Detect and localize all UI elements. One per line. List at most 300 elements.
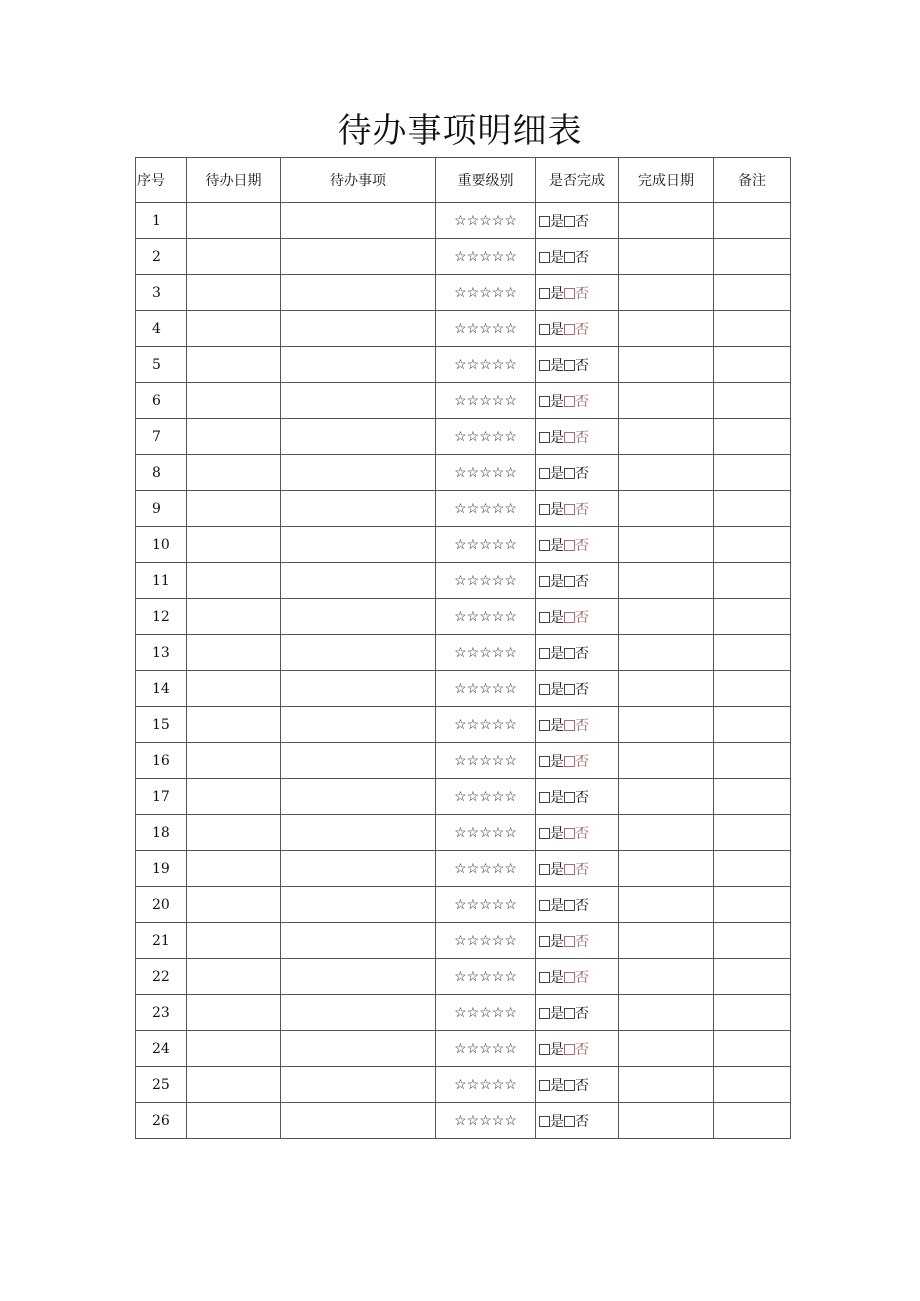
no-label: 否	[575, 1005, 589, 1022]
done-date-cell[interactable]	[619, 599, 714, 635]
no-checkbox[interactable]	[564, 288, 575, 299]
yes-label: 是	[550, 645, 564, 662]
importance-stars[interactable]: ☆☆☆☆☆	[436, 347, 536, 383]
no-checkbox[interactable]	[564, 540, 575, 551]
completion-cell	[536, 707, 619, 743]
importance-stars[interactable]: ☆☆☆☆☆	[436, 419, 536, 455]
yes-checkbox[interactable]	[539, 612, 550, 623]
remark-cell[interactable]	[714, 383, 791, 419]
completion-cell	[536, 599, 619, 635]
yes-checkbox[interactable]	[539, 828, 550, 839]
remark-cell[interactable]	[714, 1067, 791, 1103]
yes-checkbox[interactable]	[539, 864, 550, 875]
yes-label: 是	[550, 321, 564, 338]
no-checkbox[interactable]	[564, 1008, 575, 1019]
remark-cell[interactable]	[714, 851, 791, 887]
todo-date-cell[interactable]	[187, 239, 281, 275]
todo-item-cell[interactable]	[281, 203, 436, 239]
todo-item-cell[interactable]	[281, 1103, 436, 1139]
table-row	[136, 671, 791, 707]
todo-item-cell[interactable]	[281, 383, 436, 419]
done-date-cell[interactable]	[619, 1031, 714, 1067]
no-checkbox[interactable]	[564, 648, 575, 659]
row-seq: 26	[136, 1103, 187, 1139]
no-label: 否	[575, 969, 589, 986]
completion-cell	[536, 851, 619, 887]
row-seq: 8	[136, 455, 187, 491]
done-date-cell[interactable]	[619, 887, 714, 923]
header-row	[136, 158, 791, 203]
no-checkbox[interactable]	[564, 1116, 575, 1127]
no-label: 否	[575, 465, 589, 482]
todo-date-cell[interactable]	[187, 1031, 281, 1067]
row-seq: 25	[136, 1067, 187, 1103]
done-date-cell[interactable]	[619, 671, 714, 707]
table-row	[136, 599, 791, 635]
yes-checkbox[interactable]	[539, 1080, 550, 1091]
done-date-cell[interactable]	[619, 707, 714, 743]
todo-item-cell[interactable]	[281, 779, 436, 815]
no-checkbox[interactable]	[564, 1044, 575, 1055]
no-checkbox[interactable]	[564, 1080, 575, 1091]
importance-stars[interactable]: ☆☆☆☆☆	[436, 995, 536, 1031]
completion-cell	[536, 671, 619, 707]
table-row	[136, 1067, 791, 1103]
todo-item-cell[interactable]	[281, 1067, 436, 1103]
yes-checkbox[interactable]	[539, 396, 550, 407]
done-date-cell[interactable]	[619, 779, 714, 815]
todo-date-cell[interactable]	[187, 887, 281, 923]
todo-item-cell[interactable]	[281, 563, 436, 599]
header-done-date: 完成日期	[619, 158, 714, 203]
yes-checkbox[interactable]	[539, 468, 550, 479]
no-checkbox[interactable]	[564, 504, 575, 515]
no-checkbox[interactable]	[564, 216, 575, 227]
no-label: 否	[575, 573, 589, 590]
done-date-cell[interactable]	[619, 275, 714, 311]
row-seq: 13	[136, 635, 187, 671]
done-date-cell[interactable]	[619, 995, 714, 1031]
todo-date-cell[interactable]	[187, 203, 281, 239]
yes-checkbox[interactable]	[539, 936, 550, 947]
remark-cell[interactable]	[714, 635, 791, 671]
yes-label: 是	[550, 429, 564, 446]
remark-cell[interactable]	[714, 455, 791, 491]
done-date-cell[interactable]	[619, 1067, 714, 1103]
remark-cell[interactable]	[714, 779, 791, 815]
yes-checkbox[interactable]	[539, 648, 550, 659]
done-date-cell[interactable]	[619, 239, 714, 275]
done-date-cell[interactable]	[619, 635, 714, 671]
yes-checkbox[interactable]	[539, 432, 550, 443]
no-checkbox[interactable]	[564, 756, 575, 767]
remark-cell[interactable]	[714, 311, 791, 347]
completion-cell	[536, 527, 619, 563]
table-row	[136, 887, 791, 923]
table-body	[136, 203, 791, 1139]
row-seq: 17	[136, 779, 187, 815]
importance-stars[interactable]: ☆☆☆☆☆	[436, 707, 536, 743]
no-checkbox[interactable]	[564, 972, 575, 983]
yes-label: 是	[550, 933, 564, 950]
header-importance: 重要级别	[436, 158, 536, 203]
importance-stars[interactable]: ☆☆☆☆☆	[436, 923, 536, 959]
table-row	[136, 1103, 791, 1139]
todo-date-cell[interactable]	[187, 1103, 281, 1139]
todo-item-cell[interactable]	[281, 671, 436, 707]
yes-checkbox[interactable]	[539, 756, 550, 767]
row-seq: 1	[136, 203, 187, 239]
remark-cell[interactable]	[714, 1103, 791, 1139]
todo-date-cell[interactable]	[187, 599, 281, 635]
no-checkbox[interactable]	[564, 576, 575, 587]
table-row	[136, 203, 791, 239]
yes-label: 是	[550, 393, 564, 410]
completion-cell	[536, 491, 619, 527]
no-checkbox[interactable]	[564, 468, 575, 479]
table-row	[136, 779, 791, 815]
todo-item-cell[interactable]	[281, 887, 436, 923]
todo-date-cell[interactable]	[187, 419, 281, 455]
yes-checkbox[interactable]	[539, 1044, 550, 1055]
table-row	[136, 815, 791, 851]
yes-label: 是	[550, 1113, 564, 1130]
no-checkbox[interactable]	[564, 828, 575, 839]
todo-item-cell[interactable]	[281, 527, 436, 563]
no-label: 否	[575, 213, 589, 230]
table-row	[136, 527, 791, 563]
table-row	[136, 995, 791, 1031]
no-label: 否	[575, 645, 589, 662]
page-title: 待办事项明细表	[337, 111, 583, 151]
yes-checkbox[interactable]	[539, 972, 550, 983]
remark-cell[interactable]	[714, 491, 791, 527]
no-checkbox[interactable]	[564, 792, 575, 803]
completion-cell	[536, 779, 619, 815]
todo-date-cell[interactable]	[187, 491, 281, 527]
yes-label: 是	[550, 573, 564, 590]
no-label: 否	[575, 357, 589, 374]
table-row	[136, 275, 791, 311]
importance-stars[interactable]: ☆☆☆☆☆	[436, 1103, 536, 1139]
yes-label: 是	[550, 357, 564, 374]
row-seq: 5	[136, 347, 187, 383]
todo-date-cell[interactable]	[187, 671, 281, 707]
importance-stars[interactable]: ☆☆☆☆☆	[436, 851, 536, 887]
importance-stars[interactable]: ☆☆☆☆☆	[436, 887, 536, 923]
no-label: 否	[575, 537, 589, 554]
importance-stars[interactable]: ☆☆☆☆☆	[436, 815, 536, 851]
no-checkbox[interactable]	[564, 252, 575, 263]
done-date-cell[interactable]	[619, 347, 714, 383]
todo-date-cell[interactable]	[187, 383, 281, 419]
yes-checkbox[interactable]	[539, 792, 550, 803]
yes-label: 是	[550, 969, 564, 986]
no-label: 否	[575, 429, 589, 446]
todo-item-cell[interactable]	[281, 419, 436, 455]
yes-label: 是	[550, 501, 564, 518]
yes-checkbox[interactable]	[539, 288, 550, 299]
remark-cell[interactable]	[714, 887, 791, 923]
done-date-cell[interactable]	[619, 1103, 714, 1139]
header-seq: 序号	[136, 158, 187, 203]
completion-cell	[536, 995, 619, 1031]
header-remark: 备注	[714, 158, 791, 203]
no-label: 否	[575, 1113, 589, 1130]
todo-date-cell[interactable]	[187, 275, 281, 311]
remark-cell[interactable]	[714, 527, 791, 563]
completion-cell	[536, 455, 619, 491]
table-row	[136, 563, 791, 599]
row-seq: 15	[136, 707, 187, 743]
yes-checkbox[interactable]	[539, 900, 550, 911]
todo-item-cell[interactable]	[281, 815, 436, 851]
yes-checkbox[interactable]	[539, 252, 550, 263]
todo-date-cell[interactable]	[187, 851, 281, 887]
no-checkbox[interactable]	[564, 432, 575, 443]
no-label: 否	[575, 501, 589, 518]
row-seq: 22	[136, 959, 187, 995]
no-checkbox[interactable]	[564, 720, 575, 731]
completion-cell	[536, 203, 619, 239]
todo-item-cell[interactable]	[281, 1031, 436, 1067]
done-date-cell[interactable]	[619, 851, 714, 887]
done-date-cell[interactable]	[619, 311, 714, 347]
remark-cell[interactable]	[714, 923, 791, 959]
row-seq: 12	[136, 599, 187, 635]
completion-cell	[536, 923, 619, 959]
todo-date-cell[interactable]	[187, 995, 281, 1031]
no-checkbox[interactable]	[564, 864, 575, 875]
importance-stars[interactable]: ☆☆☆☆☆	[436, 203, 536, 239]
completion-cell	[536, 383, 619, 419]
importance-stars[interactable]: ☆☆☆☆☆	[436, 455, 536, 491]
todo-date-cell[interactable]	[187, 779, 281, 815]
done-date-cell[interactable]	[619, 455, 714, 491]
no-label: 否	[575, 897, 589, 914]
no-label: 否	[575, 825, 589, 842]
todo-item-cell[interactable]	[281, 743, 436, 779]
header-is-done: 是否完成	[536, 158, 619, 203]
table-row	[136, 383, 791, 419]
done-date-cell[interactable]	[619, 491, 714, 527]
no-label: 否	[575, 753, 589, 770]
done-date-cell[interactable]	[619, 419, 714, 455]
remark-cell[interactable]	[714, 239, 791, 275]
completion-cell	[536, 311, 619, 347]
done-date-cell[interactable]	[619, 923, 714, 959]
importance-stars[interactable]: ☆☆☆☆☆	[436, 383, 536, 419]
table-row	[136, 635, 791, 671]
todo-date-cell[interactable]	[187, 527, 281, 563]
importance-stars[interactable]: ☆☆☆☆☆	[436, 959, 536, 995]
yes-checkbox[interactable]	[539, 576, 550, 587]
yes-label: 是	[550, 609, 564, 626]
done-date-cell[interactable]	[619, 383, 714, 419]
row-seq: 9	[136, 491, 187, 527]
todo-date-cell[interactable]	[187, 707, 281, 743]
todo-date-cell[interactable]	[187, 743, 281, 779]
importance-stars[interactable]: ☆☆☆☆☆	[436, 599, 536, 635]
done-date-cell[interactable]	[619, 203, 714, 239]
yes-label: 是	[550, 1005, 564, 1022]
done-date-cell[interactable]	[619, 743, 714, 779]
todo-item-cell[interactable]	[281, 923, 436, 959]
table-row	[136, 707, 791, 743]
remark-cell[interactable]	[714, 707, 791, 743]
row-seq: 24	[136, 1031, 187, 1067]
remark-cell[interactable]	[714, 275, 791, 311]
todo-date-cell[interactable]	[187, 563, 281, 599]
todo-item-cell[interactable]	[281, 347, 436, 383]
todo-item-cell[interactable]	[281, 959, 436, 995]
remark-cell[interactable]	[714, 995, 791, 1031]
todo-date-cell[interactable]	[187, 311, 281, 347]
no-label: 否	[575, 789, 589, 806]
completion-cell	[536, 347, 619, 383]
todo-item-cell[interactable]	[281, 707, 436, 743]
no-label: 否	[575, 1077, 589, 1094]
table-row	[136, 923, 791, 959]
importance-stars[interactable]: ☆☆☆☆☆	[436, 1031, 536, 1067]
todo-item-cell[interactable]	[281, 995, 436, 1031]
no-checkbox[interactable]	[564, 324, 575, 335]
table-row	[136, 239, 791, 275]
remark-cell[interactable]	[714, 347, 791, 383]
yes-label: 是	[550, 1041, 564, 1058]
yes-checkbox[interactable]	[539, 540, 550, 551]
yes-checkbox[interactable]	[539, 1116, 550, 1127]
importance-stars[interactable]: ☆☆☆☆☆	[436, 239, 536, 275]
no-label: 否	[575, 285, 589, 302]
row-seq: 21	[136, 923, 187, 959]
remark-cell[interactable]	[714, 419, 791, 455]
importance-stars[interactable]: ☆☆☆☆☆	[436, 563, 536, 599]
yes-checkbox[interactable]	[539, 360, 550, 371]
remark-cell[interactable]	[714, 815, 791, 851]
todo-item-cell[interactable]	[281, 311, 436, 347]
no-checkbox[interactable]	[564, 684, 575, 695]
no-label: 否	[575, 393, 589, 410]
table-row	[136, 347, 791, 383]
no-label: 否	[575, 717, 589, 734]
importance-stars[interactable]: ☆☆☆☆☆	[436, 743, 536, 779]
row-seq: 7	[136, 419, 187, 455]
completion-cell	[536, 743, 619, 779]
remark-cell[interactable]	[714, 743, 791, 779]
todo-date-cell[interactable]	[187, 347, 281, 383]
no-checkbox[interactable]	[564, 360, 575, 371]
yes-checkbox[interactable]	[539, 504, 550, 515]
todo-item-cell[interactable]	[281, 455, 436, 491]
yes-checkbox[interactable]	[539, 684, 550, 695]
todo-date-cell[interactable]	[187, 1067, 281, 1103]
yes-label: 是	[550, 465, 564, 482]
done-date-cell[interactable]	[619, 563, 714, 599]
todo-date-cell[interactable]	[187, 815, 281, 851]
todo-date-cell[interactable]	[187, 455, 281, 491]
importance-stars[interactable]: ☆☆☆☆☆	[436, 635, 536, 671]
completion-cell	[536, 239, 619, 275]
todo-date-cell[interactable]	[187, 923, 281, 959]
no-checkbox[interactable]	[564, 612, 575, 623]
row-seq: 18	[136, 815, 187, 851]
remark-cell[interactable]	[714, 599, 791, 635]
importance-stars[interactable]: ☆☆☆☆☆	[436, 311, 536, 347]
remark-cell[interactable]	[714, 203, 791, 239]
importance-stars[interactable]: ☆☆☆☆☆	[436, 1067, 536, 1103]
no-checkbox[interactable]	[564, 900, 575, 911]
todo-item-cell[interactable]	[281, 275, 436, 311]
remark-cell[interactable]	[714, 1031, 791, 1067]
done-date-cell[interactable]	[619, 527, 714, 563]
yes-checkbox[interactable]	[539, 324, 550, 335]
remark-cell[interactable]	[714, 563, 791, 599]
todo-item-cell[interactable]	[281, 239, 436, 275]
yes-label: 是	[550, 717, 564, 734]
no-label: 否	[575, 933, 589, 950]
row-seq: 3	[136, 275, 187, 311]
row-seq: 11	[136, 563, 187, 599]
importance-stars[interactable]: ☆☆☆☆☆	[436, 779, 536, 815]
importance-stars[interactable]: ☆☆☆☆☆	[436, 275, 536, 311]
header-todo-item: 待办事项	[281, 158, 436, 203]
completion-cell	[536, 959, 619, 995]
completion-cell	[536, 635, 619, 671]
todo-item-cell[interactable]	[281, 491, 436, 527]
done-date-cell[interactable]	[619, 815, 714, 851]
todo-table	[135, 157, 791, 1139]
yes-checkbox[interactable]	[539, 1008, 550, 1019]
yes-label: 是	[550, 285, 564, 302]
table-row	[136, 491, 791, 527]
todo-item-cell[interactable]	[281, 635, 436, 671]
importance-stars[interactable]: ☆☆☆☆☆	[436, 527, 536, 563]
completion-cell	[536, 563, 619, 599]
yes-checkbox[interactable]	[539, 216, 550, 227]
completion-cell	[536, 1103, 619, 1139]
todo-date-cell[interactable]	[187, 635, 281, 671]
completion-cell	[536, 1031, 619, 1067]
yes-label: 是	[550, 789, 564, 806]
yes-label: 是	[550, 681, 564, 698]
yes-checkbox[interactable]	[539, 720, 550, 731]
todo-date-cell[interactable]	[187, 959, 281, 995]
done-date-cell[interactable]	[619, 959, 714, 995]
importance-stars[interactable]: ☆☆☆☆☆	[436, 491, 536, 527]
remark-cell[interactable]	[714, 959, 791, 995]
no-checkbox[interactable]	[564, 396, 575, 407]
no-label: 否	[575, 681, 589, 698]
no-label: 否	[575, 861, 589, 878]
yes-label: 是	[550, 897, 564, 914]
yes-label: 是	[550, 825, 564, 842]
yes-label: 是	[550, 213, 564, 230]
no-checkbox[interactable]	[564, 936, 575, 947]
todo-item-cell[interactable]	[281, 599, 436, 635]
completion-cell	[536, 887, 619, 923]
remark-cell[interactable]	[714, 671, 791, 707]
completion-cell	[536, 275, 619, 311]
table-row	[136, 851, 791, 887]
table-row	[136, 959, 791, 995]
row-seq: 23	[136, 995, 187, 1031]
yes-label: 是	[550, 861, 564, 878]
table-row	[136, 311, 791, 347]
importance-stars[interactable]: ☆☆☆☆☆	[436, 671, 536, 707]
todo-item-cell[interactable]	[281, 851, 436, 887]
no-label: 否	[575, 249, 589, 266]
